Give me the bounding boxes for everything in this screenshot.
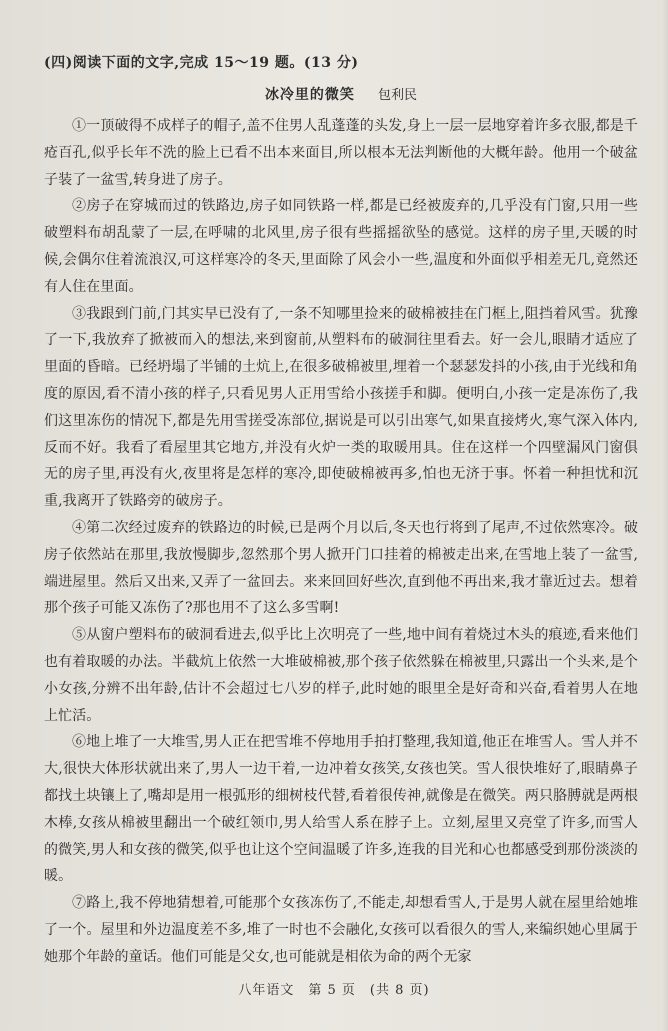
article-body <box>44 113 638 971</box>
page-footer: 八年语文 第 5 页 (共 8 页) <box>238 983 430 998</box>
paragraph-3: ③我跟到门前,门其实早已没有了,一条不知哪里捡来的破棉被挂在门框上,阻挡着风雪。犹豫了一下,我放弃了掀被而入的想法,来到窗前,从塑料布的破洞往里看去。好一会儿,眼睛才适应了里面的昏暗。已经坍塌了半铺的土炕上,在很多破棉被里,埋着一个瑟瑟发抖的小孩,由于光线和角度的原因,看不清小孩的样子,只看见男人正用雪给小孩搓手和脚。便明白,小孩一定是冻伤了,我们这里冻伤的情况下,都是先用雪搓受冻部位,据说是可以引出寒气,如果直接烤火,寒气深入体内,反而不好。我看了看屋里其它地方,并没有火炉一类的取暖用具。住在这样一个四壁漏风门窗俱无的房子里,再没有火,夜里将是怎样的寒冷,即使破棉被再多,怕也无济于事。怀着一种担忧和沉重,我离开了铁路旁的破房子。 <box>44 305 638 510</box>
paragraph-7: ⑦路上,我不停地猜想着,可能那个女孩冻伤了,不能走,却想看雪人,于是男人就在屋里给她堆了一个。屋里和外边温度差不多,堆了一时也不会融化,女孩可以看很久的雪人,来编织她心里属于她那个年龄的童话。他们可能是父女,也可能就是相依为命的两个无家 <box>44 895 638 965</box>
paragraph-1: ①一顶破得不成样子的帽子,盖不住男人乱蓬蓬的头发,身上一层一层地穿着许多衣服,都是千疮百孔,似乎长年不洗的脸上已看不出本来面目,所以根本无法判断他的大概年龄。他用一个破盆子装了一盆雪,转身进了房子。 <box>44 118 638 188</box>
paragraph-5: ⑤从窗户塑料布的破洞看进去,似乎比上次明亮了一些,地中间有着烧过木头的痕迹,看来他们也有着取暖的办法。半截炕上依然一大堆破棉被,那个孩子依然躲在棉被里,只露出一个头来,是个小女孩,分辨不出年龄,估计不会超过七八岁的样子,此时她的眼里全是好奇和兴奋,看着男人在地上忙活。 <box>44 627 638 724</box>
paragraph-4: ④第二次经过废弃的铁路边的时候,已是两个月以后,冬天也行将到了尾声,不过依然寒冷。破房子依然站在那里,我放慢脚步,忽然那个男人掀开门口挂着的棉被走出来,在雪地上装了一盆雪,端进屋里。然后又出来,又弄了一盆回去。来来回回好些次,直到他不再出来,我才靠近过去。想着那个孩子可能又冻伤了?那也用不了这么多雪啊! <box>44 519 638 617</box>
article-author: 包利民 <box>378 88 418 103</box>
paragraph-6: ⑥地上堆了一大堆雪,男人正在把雪堆不停地用手拍打整理,我知道,他正在堆雪人。雪人并不大,很快大体形状就出来了,男人一边干着,一边冲着女孩笑,女孩也笑。雪人很快堆好了,眼睛鼻子都找土块镶上了,嘴却是用一根弧形的细树枝代替,看着很传神,就像是在微笑。两只胳膊就是两根木棒,女孩从棉被里翻出一个破红领巾,男人给雪人系在脖子上。立刻,屋里又亮堂了许多,而雪人的微笑,男人和女孩的微笑,似乎也让这个空间温暖了许多,连我的目光和心也都感受到那份淡淡的暖。 <box>44 734 638 885</box>
paragraph-2: ②房子在穿城而过的铁路边,房子如同铁路一样,都是已经被废弃的,几乎没有门窗,只用一些破塑料布胡乱蒙了一层,在呼啸的北风里,房子很有些摇摇欲坠的感觉。这样的房子里,天暖的时候,会偶尔住着流浪汉,可这样寒冷的冬天,里面除了风会小一些,温度和外面似乎相差无几,竟然还有人住在里面。 <box>44 198 638 295</box>
scan-edge-shadow <box>662 0 668 1031</box>
article-title: 冰冷里的微笑 <box>264 87 355 103</box>
section-heading: (四)阅读下面的文字,完成 15～19 题。(13 分) <box>44 55 359 71</box>
article-title-row <box>44 84 638 104</box>
